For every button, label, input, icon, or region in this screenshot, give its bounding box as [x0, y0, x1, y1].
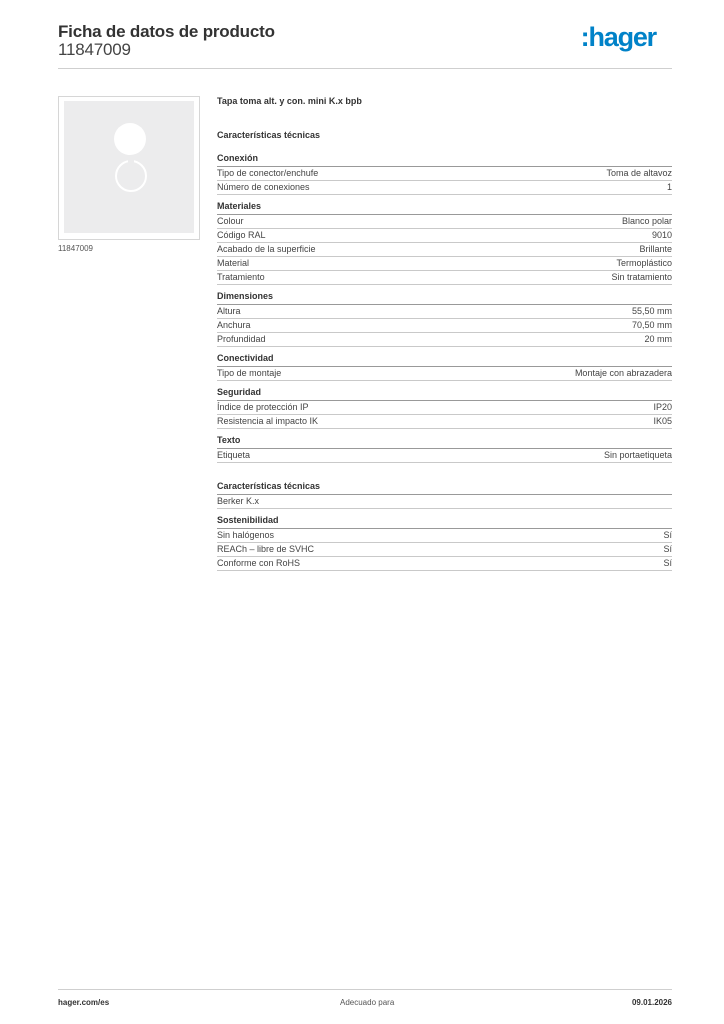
spec-label: REACh – libre de SVHC — [217, 544, 315, 554]
spec-value: Sí — [663, 544, 672, 554]
spec-section — [217, 435, 672, 463]
spec-label: Etiqueta — [217, 450, 251, 460]
spec-value: 70,50 mm — [631, 320, 672, 330]
spec-row — [217, 449, 672, 463]
spec-value: Sí — [663, 558, 672, 568]
page-header — [58, 22, 672, 70]
spec-row — [217, 243, 672, 257]
spec-row — [217, 257, 672, 271]
spec-value: 1 — [666, 182, 672, 192]
spec-label: Tipo de montaje — [217, 368, 282, 378]
spec-label: Profundidad — [217, 334, 266, 344]
spec-row — [217, 401, 672, 415]
section-title: Conectividad — [217, 353, 672, 367]
spec-row — [217, 271, 672, 285]
spec-value: Brillante — [639, 244, 672, 254]
spec-label: Resistencia al impacto IK — [217, 416, 319, 426]
section-title: Materiales — [217, 201, 672, 215]
footer-date: 09.01.2026 — [631, 998, 672, 1007]
spec-label: Colour — [217, 216, 244, 226]
spec-section — [217, 515, 672, 571]
section-title: Sostenibilidad — [217, 515, 672, 529]
spec-row — [217, 305, 672, 319]
product-image — [58, 96, 200, 240]
spec-value: Sin tratamiento — [611, 272, 672, 282]
spec-value: 20 mm — [644, 334, 672, 344]
spec-sections — [217, 153, 672, 463]
spec-label: Anchura — [217, 320, 251, 330]
spec-row — [217, 215, 672, 229]
product-number: 11847009 — [58, 40, 131, 59]
spec-row — [217, 415, 672, 429]
spec-section — [217, 353, 672, 381]
spec-value: Sin portaetiqueta — [603, 450, 672, 460]
hager-logo: :hager — [580, 22, 656, 52]
spec-row — [217, 367, 672, 381]
spec-section — [217, 153, 672, 195]
spec-label: Sin halógenos — [217, 530, 275, 540]
spec-value: 9010 — [651, 230, 672, 240]
spec-row — [217, 529, 672, 543]
spec-value: Termoplástico — [616, 258, 672, 268]
spec-row — [217, 543, 672, 557]
spec-label: Material — [217, 258, 250, 268]
spec-label: Berker K.x — [217, 496, 260, 506]
spec-value: Sí — [663, 530, 672, 540]
tech-characteristics-heading: Características técnicas — [217, 130, 321, 140]
document-title: Ficha de datos de producto — [58, 22, 275, 41]
cover-plate-picture — [64, 101, 194, 233]
spec-label: Código RAL — [217, 230, 266, 240]
plate-opening — [114, 123, 146, 155]
spec-label: Número de conexiones — [217, 182, 310, 192]
spec-label: Tipo de conector/enchufe — [217, 168, 319, 178]
section-title: Seguridad — [217, 387, 672, 401]
spec-label: Acabado de la superficie — [217, 244, 316, 254]
spec-section — [217, 387, 672, 429]
spec-value: IK05 — [653, 416, 672, 426]
spec-label: Tratamiento — [217, 272, 265, 282]
spec-section — [217, 291, 672, 347]
header-divider — [58, 68, 672, 69]
spec-section — [217, 481, 672, 509]
speaker-socket-icon — [115, 160, 147, 192]
section-title: Texto — [217, 435, 672, 449]
spec-row — [217, 495, 672, 509]
spec-row — [217, 181, 672, 195]
section-title: Conexión — [217, 153, 672, 167]
footer-suitable-for: Adecuado para — [340, 998, 395, 1007]
image-caption: 11847009 — [58, 244, 93, 253]
spec-row — [217, 229, 672, 243]
spec-value: Montaje con abrazadera — [574, 368, 672, 378]
spec-label: Índice de protección IP — [217, 402, 309, 412]
spec-label: Altura — [217, 306, 241, 316]
product-name: Tapa toma alt. y con. mini K.x bpb — [217, 96, 362, 106]
spec-value: IP20 — [653, 402, 672, 412]
spec-row — [217, 319, 672, 333]
spec-value: Blanco polar — [621, 216, 672, 226]
section-title: Características técnicas — [217, 481, 672, 495]
spec-row — [217, 167, 672, 181]
spec-value: Toma de altavoz — [606, 168, 672, 178]
specifications — [217, 96, 672, 577]
spec-row — [217, 557, 672, 571]
footer-website: hager.com/es — [58, 998, 110, 1007]
spec-label: Conforme con RoHS — [217, 558, 301, 568]
footer-divider — [58, 989, 672, 990]
section-title: Dimensiones — [217, 291, 672, 305]
spec-value: 55,50 mm — [631, 306, 672, 316]
spec-row — [217, 333, 672, 347]
spec-sections-secondary — [217, 481, 672, 571]
spec-section — [217, 201, 672, 285]
